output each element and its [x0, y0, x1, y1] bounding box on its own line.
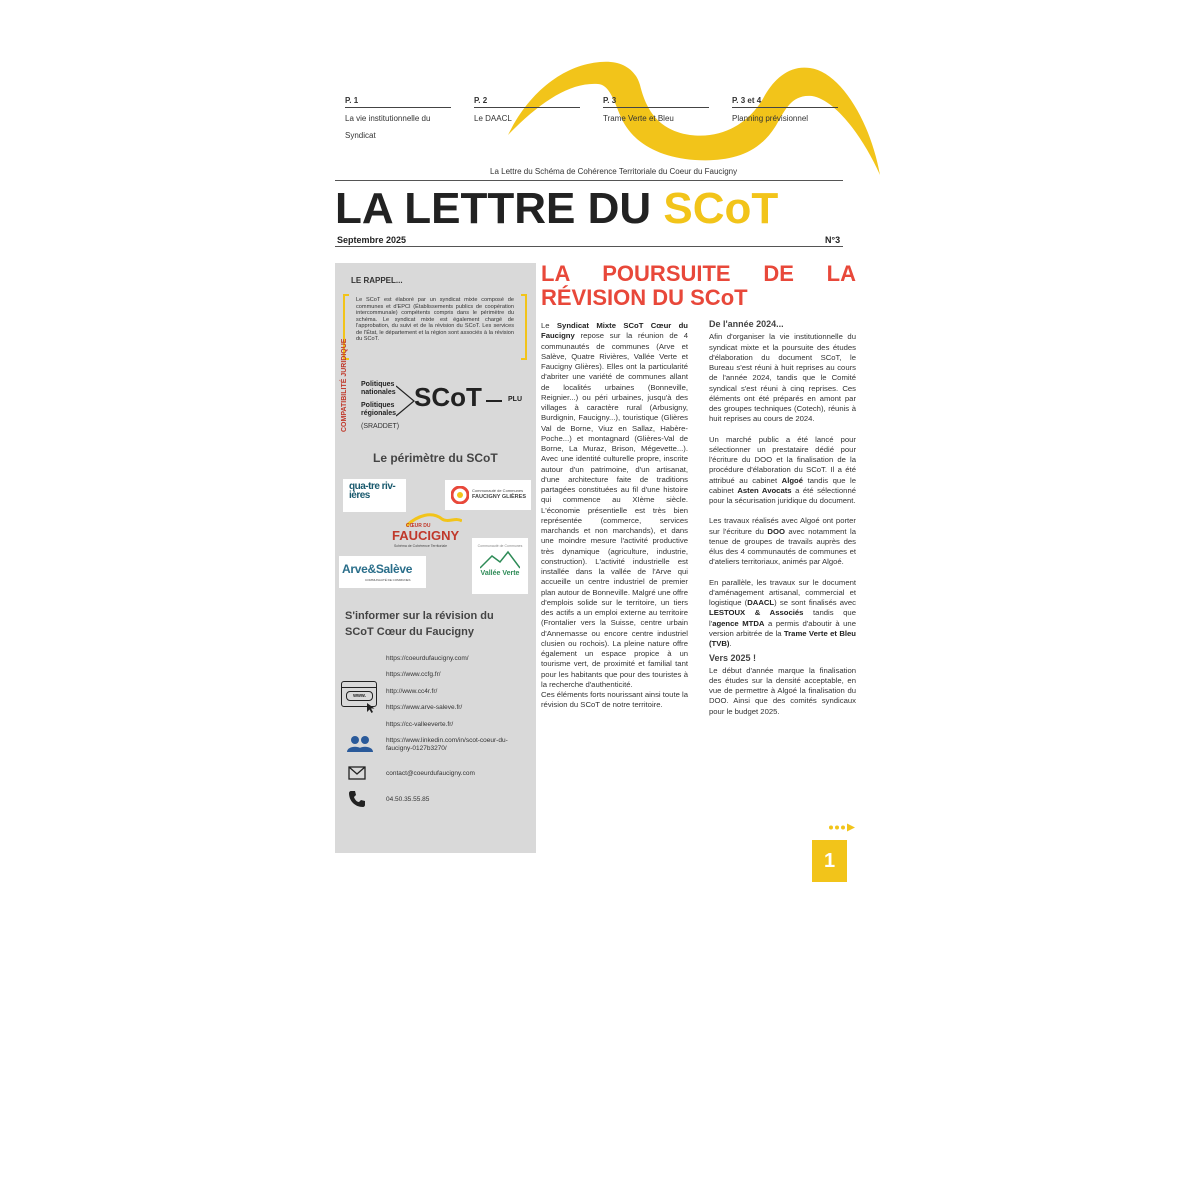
logo-coeur-sub: Schéma de Cohérence Territoriale	[394, 544, 448, 548]
nav-item-p1[interactable]	[345, 96, 451, 144]
divider	[335, 246, 843, 247]
logo-fg-text: FAUCIGNY GLIÈRES	[472, 494, 526, 500]
logo-coeur-du-faucigny	[392, 513, 464, 553]
page-title	[335, 184, 778, 234]
bracket-arrow-icon	[396, 384, 416, 418]
plu-label: PLU	[508, 396, 522, 403]
headline-line2: RÉVISION DU SCoT	[541, 285, 748, 310]
article-headline	[541, 262, 856, 310]
logo-fg-icon	[451, 486, 469, 504]
nav-label: Planning prévisionnel	[732, 114, 809, 123]
link-arve-saleve[interactable]: https://www.arve-saleve.fr/	[386, 704, 463, 711]
logo-arve-saleve	[339, 556, 426, 588]
continue-arrow-icon[interactable]	[828, 823, 856, 832]
logo-quatre-rivieres	[343, 479, 406, 512]
logo-quatre-text: qua-tre riv-ières	[349, 481, 396, 501]
www-label: www.	[346, 691, 373, 701]
scot-label: SCoT	[414, 382, 482, 412]
nav-label: Le DAACL	[474, 114, 512, 123]
nav-label: Trame Verte et Bleu	[603, 114, 674, 123]
logo-vallee-mountain-icon	[480, 550, 520, 570]
logo-vallee-verte	[472, 538, 528, 594]
nav-num: P. 3	[603, 96, 709, 108]
nav-num: P. 2	[474, 96, 580, 108]
contact-email[interactable]: contact@coeurdufaucigny.com	[386, 770, 475, 777]
nav-item-p34[interactable]	[732, 96, 838, 127]
logo-vallee-small: Communauté de Communes	[477, 544, 523, 548]
paragraph-2024: Afin d'organiser la vie institutionnelle du syndicat mixte et la poursuite des études d'élaboration du document SCoT, le Bureau s'est réuni à huit reprises au cours de l'année 2024, tandis que le Comité syndical s'est réuni à cinq reprises. Ces éléments ont été préparés en amont par des groupes techniques (Cotech), réunis à huit reprises au cours de 2024.	[709, 332, 856, 424]
logo-vallee-text: Vallée Verte	[480, 570, 520, 577]
contact-phone[interactable]: 04.50.35.55.85	[386, 796, 430, 803]
logo-coeur-text: FAUCIGNY	[392, 528, 460, 543]
logo-faucigny-glieres	[445, 480, 531, 510]
logo-arve-text: Arve&Salève	[342, 562, 413, 576]
compatibilite-label: COMPATIBILITÉ JURIDIQUE	[341, 338, 348, 432]
link-linkedin[interactable]: https://www.linkedin.com/in/scot-coeur-du-faucigny-0127b3270/	[386, 737, 508, 752]
rappel-title: LE RAPPEL...	[351, 276, 403, 285]
link-cc4r[interactable]: http://www.cc4r.fr/	[386, 688, 438, 695]
section-heading-2024: De l'année 2024...	[709, 319, 784, 329]
title-accent: SCoT	[663, 184, 779, 233]
nav-label: La vie institutionnelle du Syndicat	[345, 114, 431, 140]
rappel-text: Le SCoT est élaboré par un syndicat mixte composé de communes et d'EPCI (Établissements publics de coopération intercommunale) compétents compris dans le périmètre du schéma. Le syndicat mixte est également chargé de l'approbation, du suivi et de la révision du SCoT. Les services de l'État, le département et la région sont associés à la révision du SCoT.	[356, 297, 514, 342]
divider	[335, 180, 843, 181]
issue-date: Septembre 2025	[337, 235, 407, 245]
politiques-regionales: Politiques régionales	[361, 402, 397, 417]
issue-number: N°3	[825, 235, 841, 245]
section-heading-2025: Vers 2025 !	[709, 653, 757, 664]
nav-item-p3[interactable]	[603, 96, 709, 127]
newsletter-subtitle: La Lettre du Schéma de Cohérence Territoriale du Coeur du Faucigny	[490, 167, 738, 176]
paragraph-2025: Le début d'année marque la finalisation des études sur la densité acceptable, en vue de permettre à Algoé la finalisation du DOO. Ainsi que des comités syndicaux pour le budget 2025.	[709, 665, 856, 716]
article-column-2: De l'année 2024... Afin d'organiser la vie institutionnelle du syndicat mixte et la poursuite des études d'élaboration du document SCoT, le Bureau s'est réuni à huit reprises au cours de l'année 2024, tandis que le Comité syndical s'est réuni à cinq reprises. Ces éléments ont été préparés en amont par des groupes techniques (Cotech), réunis à huit reprises au cours de 2024. Un marché public a été lancé pour sélectionner un prestataire dédié pour l'écriture du DOO et la finalisation de la procédure d'élaboration du SCoT. Il a été attribué au cabinet Algoé tandis que le cabinet Asten Avocats a été sélectionné pour la sécurisation juridique du document. Les travaux réalisés avec Algoé ont porter sur l'écriture du DOO avec notamment la tenue de groupes de travails auprès des élus des 4 communautés de communes et d'ateliers territoriaux, animés par Algoé. En parallèle, les travaux sur le document d'aménagement artisanal, commercial et logistique (DAACL) se sont finalisés avec LESTOUX & Associés tandis que l'agence MTDA a permis d'aboutir à une version arbitrée de la Trame Verte et Bleu (TVB). Vers 2025 ! Le début d'année marque la finalisation des études sur la densité acceptable, en vue de permettre à Algoé la finalisation du DOO. Ainsi que des comités syndicaux pour le budget 2025.	[709, 319, 857, 716]
logo-arve-sub: COMMUNAUTÉ DE COMMUNES	[365, 578, 411, 582]
sraddet-label: (SRADDET)	[361, 423, 400, 430]
phone-icon	[348, 790, 366, 808]
informer-title: S'informer sur la révision du SCoT Cœur du Faucigny	[345, 610, 494, 638]
politiques-nationales: Politiques nationales	[361, 381, 396, 396]
nav-item-p2[interactable]	[474, 96, 580, 127]
email-icon	[348, 766, 366, 780]
article-column-1: Le Syndicat Mixte SCoT Cœur du Faucigny repose sur la réunion de 4 communautés de communes (Arve et Salève, Quatre Rivières, Vallée Verte et Faucigny Glières). Elles ont la particularité d'abriter une variété de communes allant de localités urbaines (Bonneville, Reignier...) ou péri urbaines, jusqu'à des villages à caractère rural (Arbusigny, Burdignin, Faucigny...), touristique (Glières Val de Borne, Viuz en Sallaz, Habère-Poche...) et montagnard (Glières-Val de Borne, La Muraz, Brison, Mégevette...). Avec une identité culturelle propre, inscrite autour d'un patrimoine, d'un artisanat, d'une architecture faite de traditions partagées constituées au fil d'une histoire qui commence au XIème siècle. L'économie présentielle est très bien représentée (commerce, services marchands et non marchands), et dans une moindre mesure l'activité productive très dynamique (agriculture, industrie, construction). L'activité industrielle est installée dans la vallée de l'Arve qui accueille un centre industriel de premier plan autour de Bonneville. Malgré une offre d'emplois solide sur le territoire, un tiers des actifs a un emploi externe au territoire (Frontalier vers la Suisse, centre urbain d'Annemasse ou encore centre industriel clusien ou rochois). La pleine nature offre également un espace propice à un tourisme vert, de proximité et familial tant pour les habitants que pour des touristes à la recherche d'authenticité. Ces éléments forts nourissant ainsi toute la révision du SCoT de notre territoire.	[541, 321, 689, 710]
dash	[486, 400, 502, 402]
link-ccfg[interactable]: https://www.ccfg.fr/	[386, 671, 441, 678]
nav-num: P. 1	[345, 96, 451, 108]
perimetre-title: Le périmètre du SCoT	[373, 451, 498, 465]
users-icon	[347, 735, 373, 753]
title-main: LA LETTRE DU	[335, 184, 664, 233]
rappel-box	[343, 294, 527, 360]
column-1-conclusion: Ces éléments forts nourissant ainsi toute la révision du SCoT de notre territoire.	[541, 690, 688, 710]
cursor-icon	[366, 702, 376, 714]
page-number: 1	[812, 840, 847, 882]
link-valleeverte[interactable]: https://cc-valleeverte.fr/	[386, 721, 454, 728]
bracket-right	[521, 294, 527, 360]
headline-line1: LA POURSUITE DE LA	[541, 261, 856, 286]
logo-fg-small: Communauté de Communes	[472, 488, 524, 493]
link-coeurdufaucigny[interactable]: https://coeurdufaucigny.com/	[386, 655, 469, 662]
syndicat-bold: Syndicat Mixte SCoT Cœur du Faucigny	[541, 321, 689, 341]
logo-coeur-small: CŒUR DU	[406, 523, 431, 529]
nav-num: P. 3 et 4	[732, 96, 838, 108]
